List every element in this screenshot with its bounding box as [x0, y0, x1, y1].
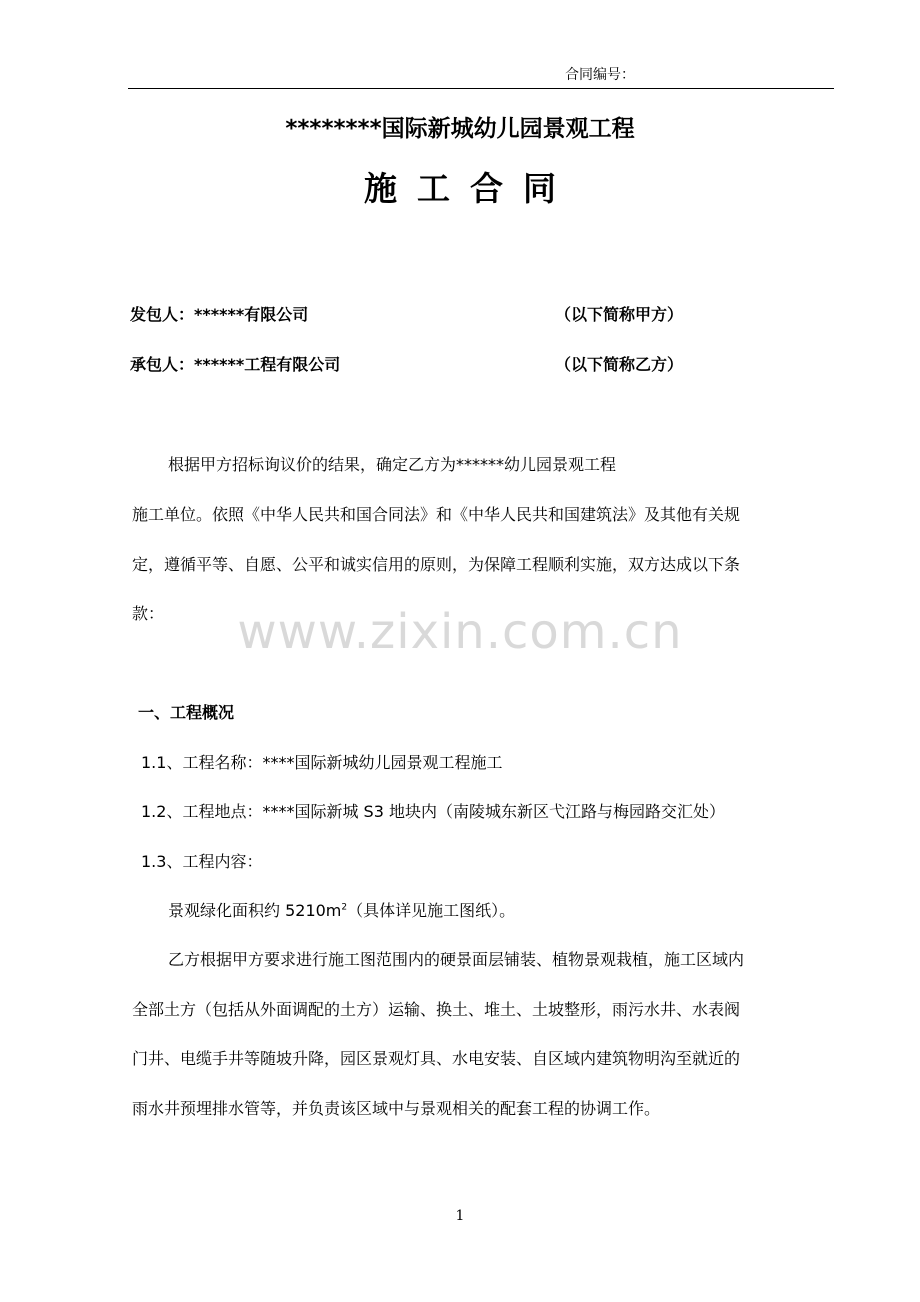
project-title: ********国际新城幼儿园景观工程	[285, 116, 635, 142]
area-text: 景观绿化面积约 5210m	[168, 901, 342, 920]
scope-line-1: 乙方根据甲方要求进行施工图范围内的硬景面层铺装、植物景观栽植，施工区域内	[168, 950, 745, 969]
scope-line-3: 门井、电缆手井等随坡升降，园区景观灯具、水电安装、自区域内建筑物明沟至就近的	[132, 1049, 741, 1068]
item-project-content: 1.3、工程内容：	[141, 852, 263, 871]
scope-line-2: 全部土方（包括从外面调配的土方）运输、换土、堆土、土坡整形，雨污水井、水表阀	[132, 1000, 741, 1019]
area-superscript: 2	[341, 902, 348, 913]
party-a: 发包人：******有限公司	[130, 305, 309, 324]
watermark: www.zixin.com.cn	[237, 604, 683, 660]
header-rule	[128, 88, 834, 89]
item-project-location: 1.2、工程地点：****国际新城 S3 地块内（南陵城东新区弋江路与梅园路交汇处）	[141, 802, 725, 821]
section-heading: 一、工程概况	[138, 703, 235, 722]
contract-number-label: 合同编号：	[565, 67, 635, 83]
page-number: 1	[455, 1208, 465, 1224]
party-a-abbreviation: （以下简称甲方）	[555, 305, 684, 324]
scope-line-4: 雨水井预埋排水管等，并负责该区域中与景观相关的配套工程的协调工作。	[132, 1099, 661, 1118]
party-b-abbreviation: （以下简称乙方）	[555, 355, 684, 374]
party-b: 承包人：******工程有限公司	[130, 355, 341, 374]
area-note: （具体详见施工图纸）。	[347, 901, 516, 920]
intro-line-2: 施工单位。依照《中华人民共和国合同法》和《中华人民共和国建筑法》及其他有关规	[132, 505, 741, 524]
intro-line-1: 根据甲方招标询议价的结果，确定乙方为******幼儿园景观工程	[168, 455, 617, 474]
item-project-name: 1.1、工程名称：****国际新城幼儿园景观工程施工	[141, 753, 503, 772]
document-title: 施工合同	[364, 169, 576, 208]
landscape-area-line	[168, 898, 515, 921]
intro-line-4: 款：	[132, 604, 165, 623]
intro-line-3: 定，遵循平等、自愿、公平和诚实信用的原则，为保障工程顺利实施，双方达成以下条	[132, 555, 741, 574]
